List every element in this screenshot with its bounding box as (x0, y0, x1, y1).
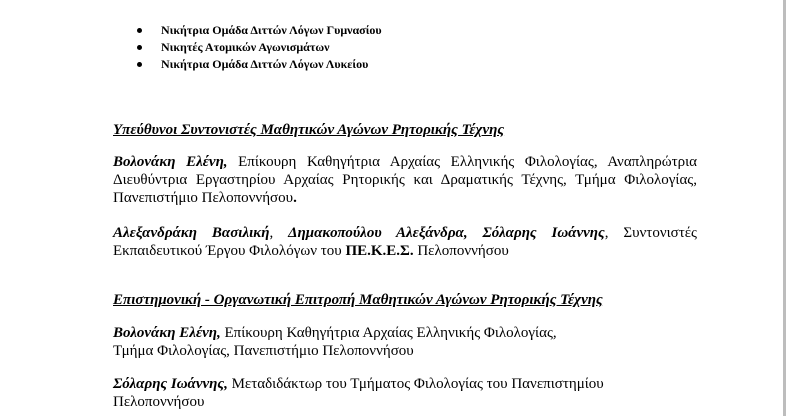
organization-name: ΠΕ.Κ.Ε.Σ. (345, 243, 414, 259)
paragraph-volonaki (113, 153, 697, 207)
person-name: Σόλαρης Ιωάννης, (113, 376, 228, 392)
bullet-icon (137, 45, 142, 50)
bullet-icon (137, 62, 142, 67)
paragraph-coordinators (113, 224, 697, 260)
person-description-line2: Πελοποννήσου (113, 394, 205, 410)
person-name: Βολονάκη Ελένη, (113, 154, 228, 170)
paragraph-end: . (293, 190, 297, 206)
person-names: Δημακοπούλου Αλεξάνδρα, Σόλαρης Ιωάννης (288, 225, 605, 241)
person-name: Αλεξανδράκη Βασιλική (113, 225, 270, 241)
bullet-icon (137, 28, 142, 33)
person-description-line2: Τμήμα Φιλολογίας, Πανεπιστήμιο Πελοποννήσου (113, 343, 414, 359)
winners-list (136, 22, 382, 73)
section-heading-coordinators: Υπεύθυνοι Συντονιστές Μαθητικών Αγώνων Ρητορικής Τέχνης (113, 122, 505, 138)
region-text: Πελοποννήσου (413, 243, 509, 259)
section-heading-committee: Επιστημονική - Οργανωτική Επιτροπή Μαθητικών Αγώνων Ρητορικής Τέχνης (113, 292, 603, 308)
person-description-line1: Μεταδιδάκτωρ του Τμήματος Φιλολογίας του Πανεπιστημίου (227, 376, 604, 392)
list-item-text: Νικητές Ατομικών Αγωνισμάτων (161, 40, 330, 54)
name-separator: , (269, 225, 289, 241)
person-description: Επίκουρη Καθηγήτρια Αρχαίας Ελληνικής Φιλολογίας, Αναπληρώτρια Διευθύντρια Εργαστηρίου Αρχαίας Ρητορικής και Δραματικής Τέχνης, Τμήμα Φιλολογίας, Πανεπιστήμιο Πελοποννήσου (113, 154, 698, 206)
paragraph-committee-solaris (113, 375, 697, 411)
person-description-line1: Επίκουρη Καθηγήτρια Αρχαίας Ελληνικής Φιλολογίας, (220, 325, 557, 341)
list-item (136, 39, 382, 56)
list-item-text: Νικήτρια Ομάδα Διττών Λόγων Λυκείου (161, 57, 369, 71)
list-item-text: Νικήτρια Ομάδα Διττών Λόγων Γυμνασίου (161, 23, 382, 37)
list-item (136, 22, 382, 39)
role-description: , Συντονιστές Εκπαιδευτικού Έργου Φιλολόγων του (113, 225, 697, 259)
paragraph-committee-volonaki (113, 324, 697, 360)
person-name: Βολονάκη Ελένη, (113, 325, 221, 341)
list-item (136, 56, 382, 73)
